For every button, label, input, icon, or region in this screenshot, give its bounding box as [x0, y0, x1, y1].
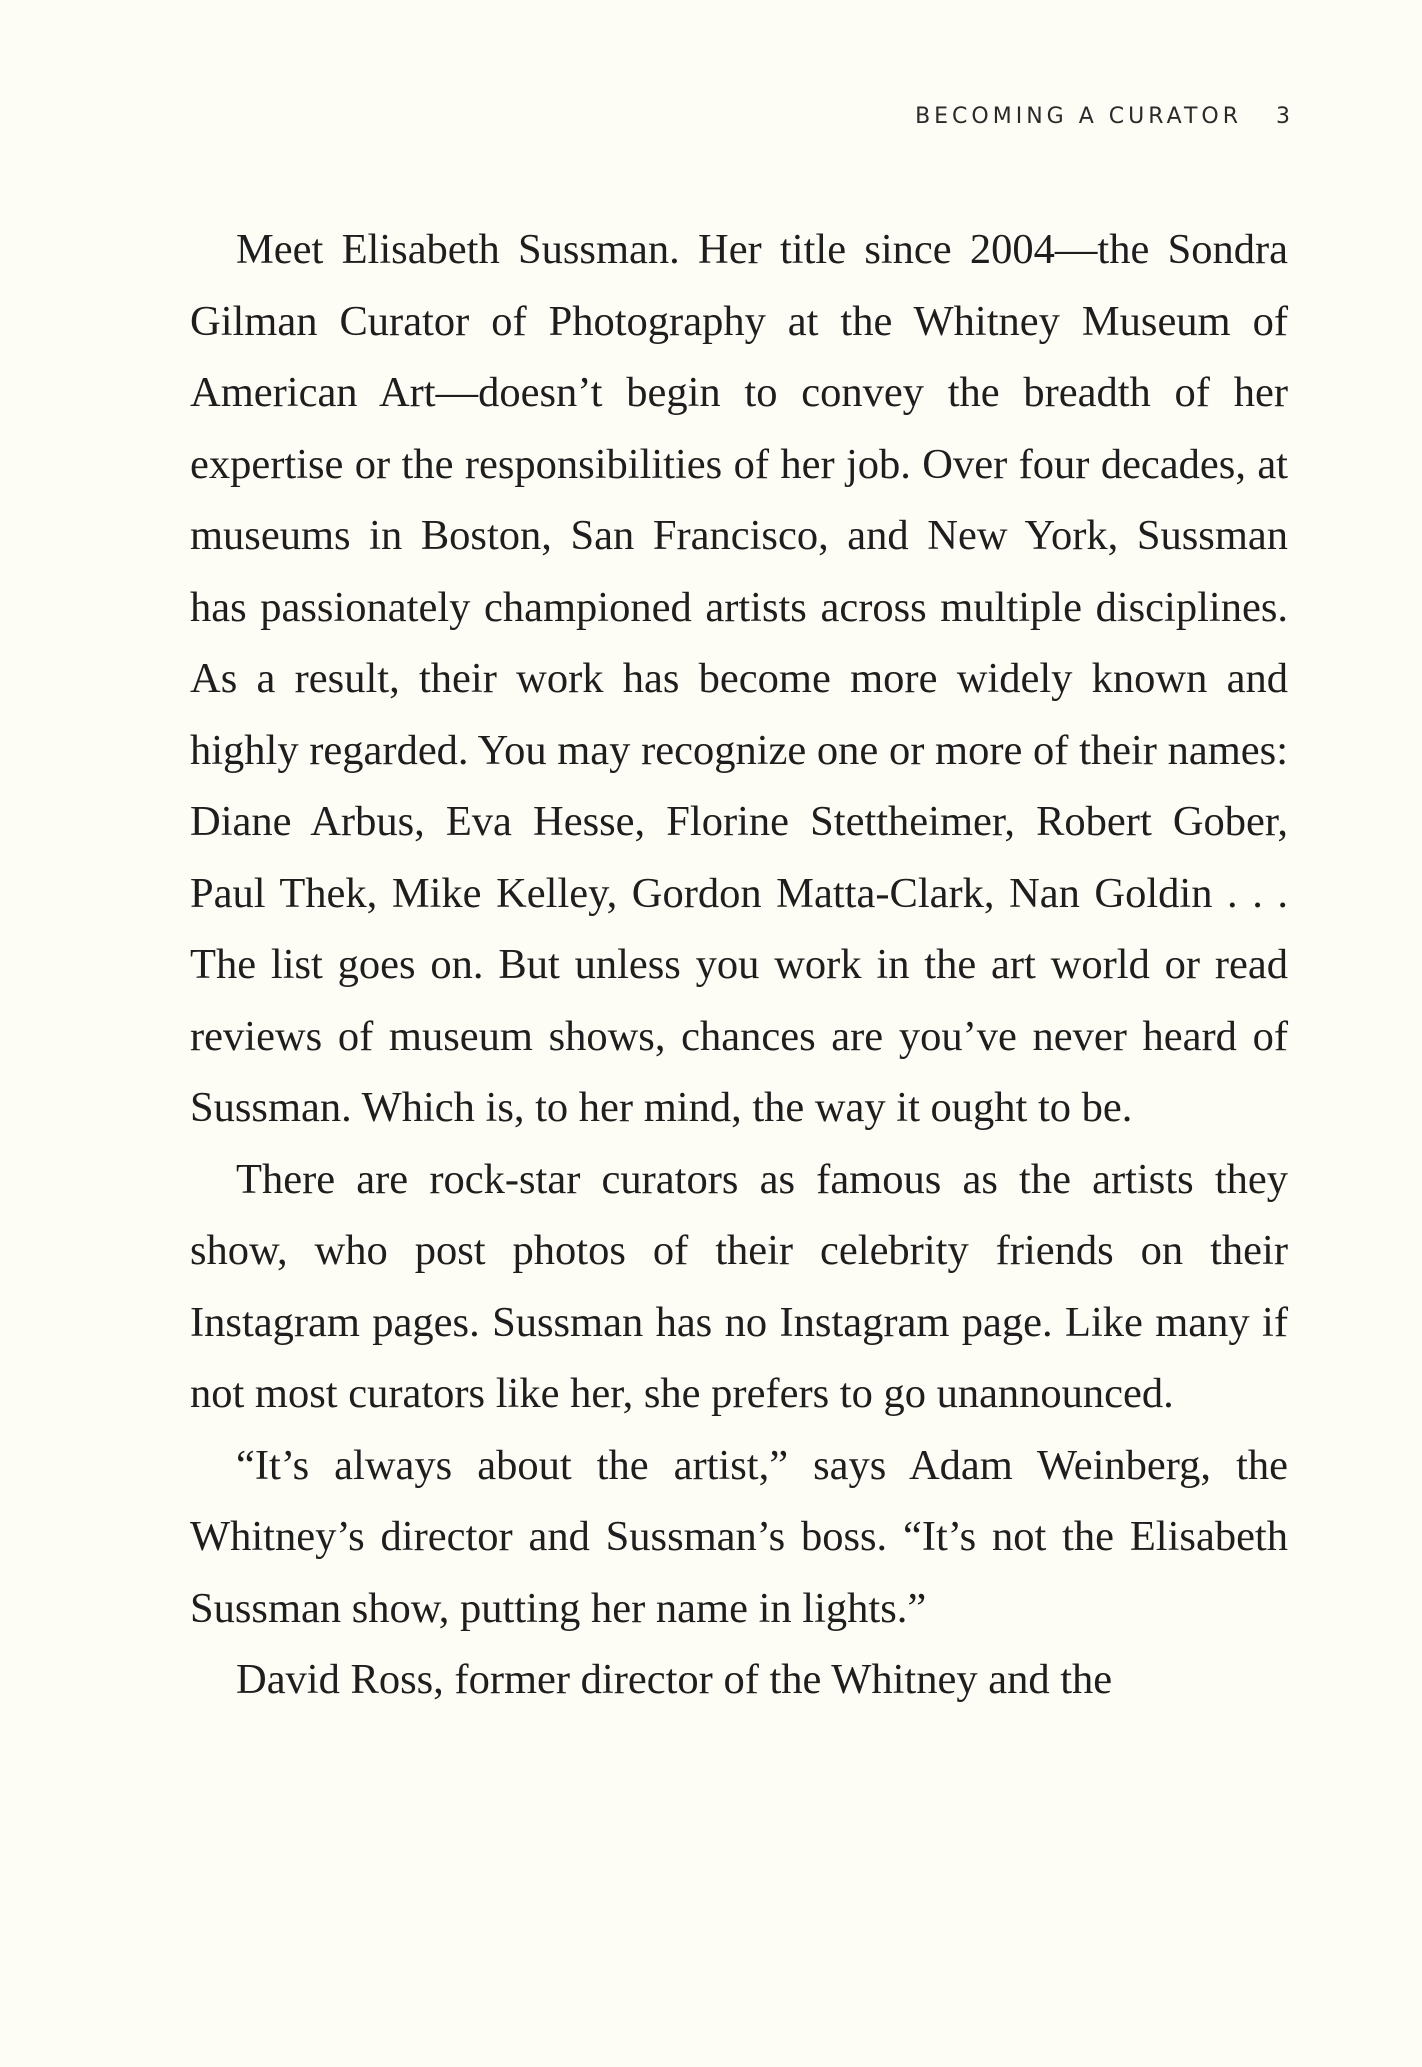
running-head: [915, 96, 1290, 136]
paragraph-3: “It’s always about the artist,” says Adam Weinberg, the Whitney’s director and Sussman’s boss. “It’s not the Elisabeth Sussman show, putting her name in lights.”: [190, 1441, 1288, 1632]
paragraph-4: David Ross, former director of the Whitney and the: [236, 1656, 1113, 1703]
paragraph-1: Meet Elisabeth Sussman. Her title since 2004—the Sondra Gilman Curator of Photography at the Whitney Museum of American Art—doesn’t begin to convey the breadth of her expertise or the responsibilities of her job. Over four decades, at museums in Boston, San Francisco, and New York, Sussman has passionately championed artists across multiple disciplines. As a result, their work has become more widely known and highly regarded. You may recognize one or more of their names: Diane Arbus, Eva Hesse, Florine Stettheimer, Robert Gober, Paul Thek, Mike Kelley, Gordon Matta-Clark, Nan Goldin . . . The list goes on. But unless you work in the art world or read reviews of museum shows, chances are you’ve never heard of Sussman. Which is, to her mind, the way it ought to be.: [190, 226, 1288, 1131]
body-text: [190, 214, 1288, 1716]
paragraph-2: There are rock-star curators as famous as the artists they show, who post photos of their celebrity friends on their Instagram pages. Sussman has no Instagram page. Like many if not most curators like her, she prefers to go unannounced.: [190, 1155, 1288, 1417]
page-number: 3: [1276, 103, 1290, 129]
running-head-title: BECOMING A CURATOR: [915, 103, 1242, 129]
